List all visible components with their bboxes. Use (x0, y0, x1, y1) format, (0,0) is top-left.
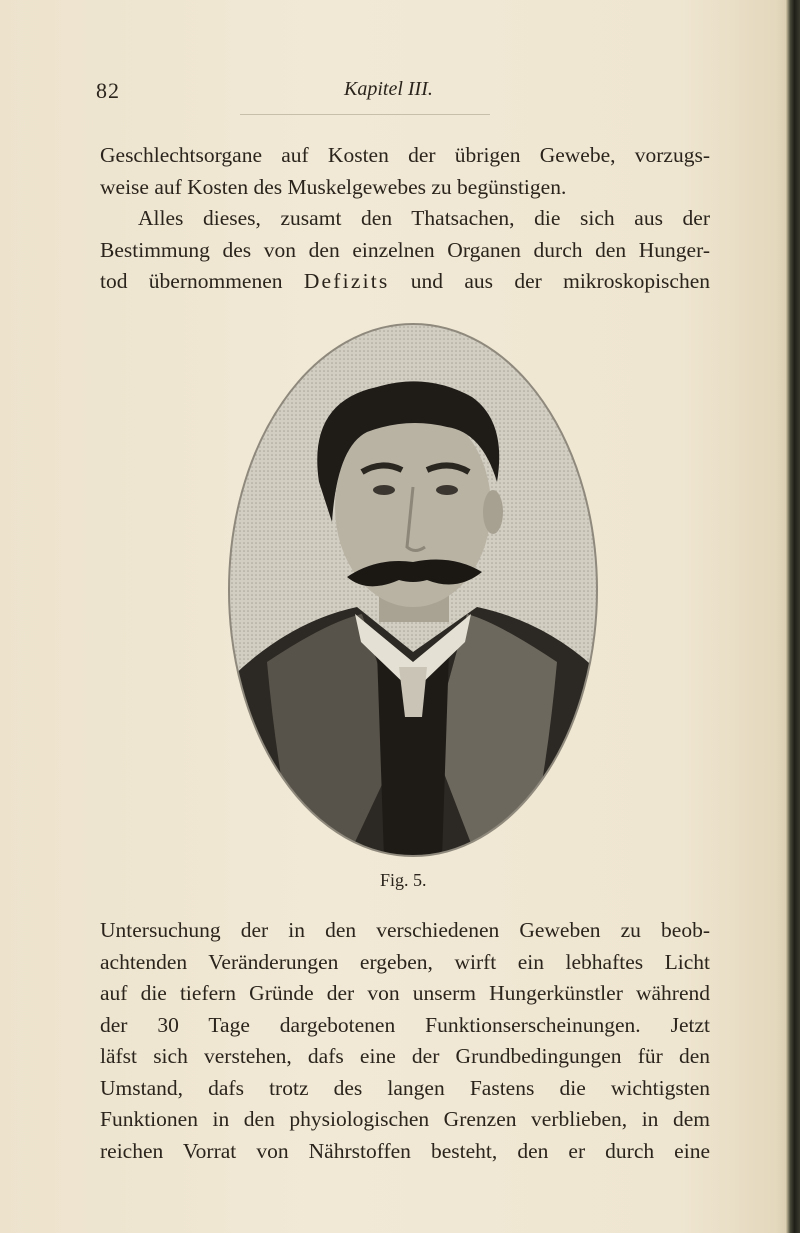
text-segment: und aus der mikroskopischen (389, 269, 710, 293)
page-header (96, 78, 706, 106)
text-line: weise auf Kosten des Muskelgewebes zu begünstigen. (100, 174, 567, 199)
text-line (100, 266, 710, 298)
header-rule (240, 114, 490, 115)
text-line: achtenden Veränderungen ergeben, wirft ein lebhaftes Licht (100, 949, 710, 974)
text-line: Alles dieses, zusamt den Thatsachen, die sich aus der (138, 206, 710, 230)
text-line: Geschlechtsorgane auf Kosten der übrigen Gewebe, vorzugs- (100, 143, 710, 167)
book-spine-edge (786, 0, 800, 1233)
emphasized-word: Defizits (303, 269, 390, 293)
running-head: Kapitel III. (344, 78, 433, 100)
text-line: läfst sich verstehen, dafs eine der Grundbedingungen für den (100, 1044, 710, 1068)
text-line: Untersuchung der in den verschiedenen Geweben zu beob- (100, 918, 710, 942)
page-number: 82 (96, 78, 120, 103)
portrait-figure (227, 322, 599, 859)
paragraph-bottom (100, 915, 710, 1167)
text-line: Bestimmung des von den einzelnen Organen durch den Hunger- (100, 237, 710, 262)
text-line: Funktionen in den physiologischen Grenzen verblieben, in dem (100, 1107, 710, 1131)
text-line: reichen Vorrat von Nährstoffen besteht, den er durch eine (100, 1138, 710, 1163)
text-line: Umstand, dafs trotz des langen Fastens die wichtigsten (100, 1075, 710, 1100)
text-segment: tod übernommenen (100, 269, 304, 293)
portrait-illustration (227, 322, 599, 859)
text-line: der 30 Tage dargebotenen Funktionserscheinungen. Jetzt (100, 1012, 710, 1037)
text-line: auf die tiefern Gründe der von unserm Hungerkünstler während (100, 981, 710, 1005)
figure-caption: Fig. 5. (380, 870, 427, 890)
paragraph-top (100, 140, 710, 298)
